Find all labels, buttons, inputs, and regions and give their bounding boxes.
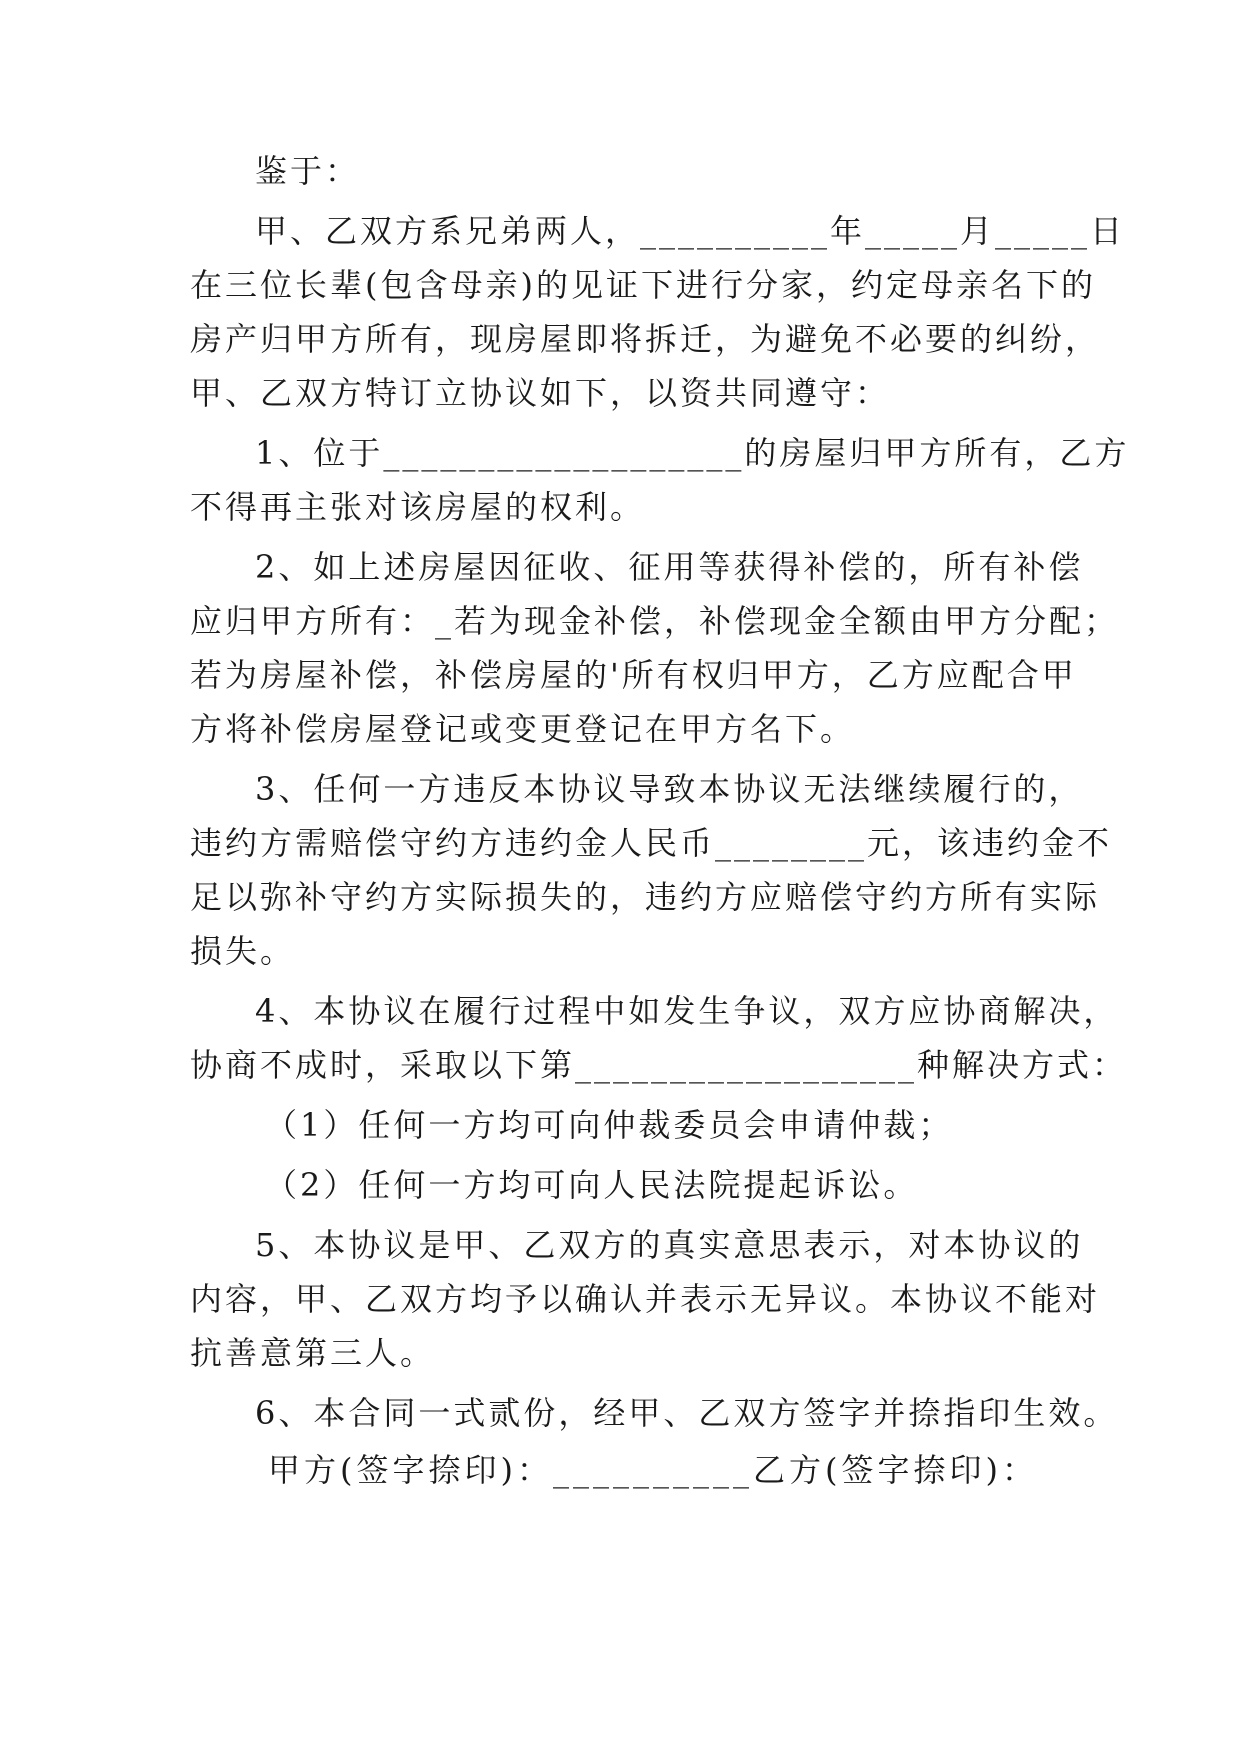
clause-3-line: 损失。	[190, 932, 296, 970]
clause-2-line: 应归甲方所有：_若为现金补偿，补偿现金全额由甲方分配；	[190, 602, 1120, 640]
clause-5-line: 5、本协议是甲、乙双方的真实意思表示，对本协议的	[255, 1226, 1084, 1264]
clause-3-line: 3、任何一方违反本协议导致本协议无法继续履行的，	[255, 770, 1084, 808]
signature-line: 甲方(签字捺印)：__________乙方(签字捺印)：	[268, 1451, 1038, 1489]
clause-3-line: 违约方需赔偿守约方违约金人民币________元，该违约金不	[190, 824, 1113, 862]
paragraph-text-line: 甲、乙双方特订立协议如下，以资共同遵守：	[190, 374, 891, 412]
clause-4-option-1: （1）任何一方均可向仲裁委员会申请仲裁；	[265, 1106, 954, 1144]
clause-2-line: 方将补偿房屋登记或变更登记在甲方名下。	[190, 710, 856, 748]
clause-1-line: 1、位于___________________的房屋归甲方所有，乙方	[255, 434, 1130, 472]
clause-4-line: 协商不成时，采取以下第__________________种解决方式：	[190, 1046, 1128, 1084]
clause-2-line: 2、如上述房屋因征收、征用等获得补偿的，所有补偿	[255, 548, 1084, 586]
paragraph-text-line: 房产归甲方所有，现房屋即将拆迁，为避免不必要的纠纷，	[190, 320, 1101, 358]
clause-1-line: 不得再主张对该房屋的权利。	[190, 488, 646, 526]
clause-4-line: 4、本协议在履行过程中如发生争议，双方应协商解决，	[255, 992, 1119, 1030]
clause-4-option-2: （2）任何一方均可向人民法院提起诉讼。	[265, 1166, 919, 1204]
clause-5-line: 内容，甲、乙双方均予以确认并表示无异议。本协议不能对	[190, 1280, 1101, 1318]
paragraph-text-line: 在三位长辈(包含母亲)的见证下进行分家，约定母亲名下的	[190, 266, 1096, 304]
paragraph-intro-heading: 鉴于：	[255, 152, 361, 190]
clause-6-line: 6、本合同一式贰份，经甲、乙双方签字并捺指印生效。	[255, 1394, 1119, 1432]
clause-5-line: 抗善意第三人。	[190, 1334, 436, 1372]
clause-2-line: 若为房屋补偿，补偿房屋的'所有权归甲方，乙方应配合甲	[190, 656, 1077, 694]
clause-3-line: 足以弥补守约方实际损失的，违约方应赔偿守约方所有实际	[190, 878, 1101, 916]
paragraph-text-line: 甲、乙双方系兄弟两人，__________年_____月_____日	[255, 212, 1126, 250]
